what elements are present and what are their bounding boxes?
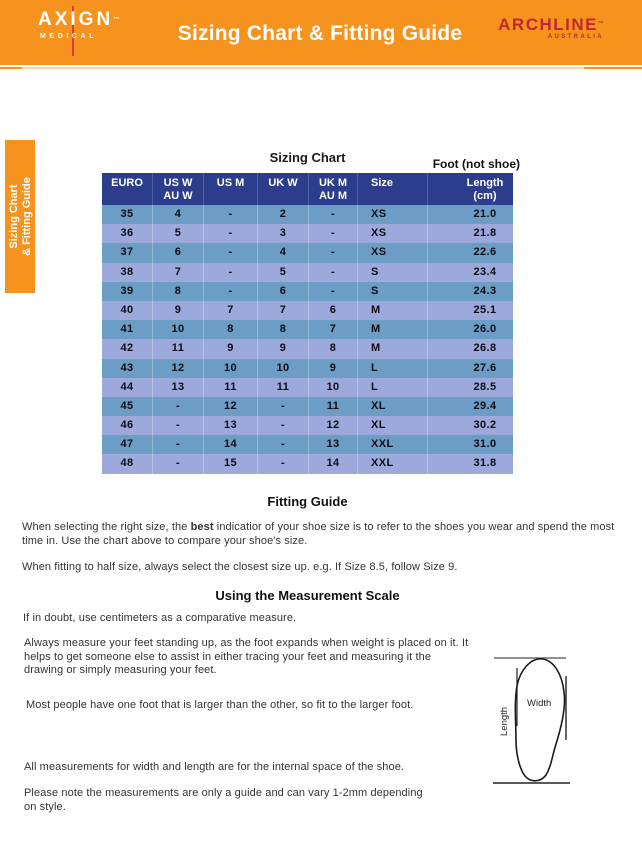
table-cell: L	[358, 378, 428, 397]
table-cell: 12	[153, 359, 204, 378]
table-cell: 21.0	[473, 208, 497, 220]
table-cell: 8	[204, 320, 258, 339]
foot-not-shoe-note: Foot (not shoe)	[432, 157, 520, 171]
table-cell: 46	[102, 416, 153, 435]
table-row	[102, 454, 513, 473]
archline-logo-name: ARCHLINE™	[498, 15, 604, 34]
measurement-scale-heading: Using the Measurement Scale	[215, 588, 400, 603]
table-cell: 13	[153, 378, 204, 397]
axign-logo-subtitle: MEDICAL	[40, 33, 98, 40]
table-cell: 7	[153, 263, 204, 282]
column-header: UK M AU M	[309, 173, 358, 205]
measurement-paragraph-1: If in doubt, use centimeters as a comparative measure.	[23, 612, 297, 624]
table-cell: 11	[309, 397, 358, 416]
table-cell: XS	[358, 243, 428, 262]
table-cell: 3	[258, 224, 309, 243]
table-cell: 9	[153, 301, 204, 320]
width-label: Width	[527, 698, 552, 709]
trademark-symbol: ™	[113, 17, 120, 23]
table-row	[102, 435, 513, 454]
table-cell: 10	[204, 359, 258, 378]
table-cell: 12	[204, 397, 258, 416]
table-cell: 26.8	[473, 342, 497, 355]
table-cell: XS	[358, 205, 428, 224]
table-cell: 13	[309, 435, 358, 454]
column-header: UK W	[258, 173, 309, 205]
table-cell: 11	[258, 378, 309, 397]
table-cell: L	[358, 359, 428, 378]
table-cell: 5	[153, 224, 204, 243]
sizing-table-header	[102, 173, 513, 205]
table-row	[102, 320, 513, 339]
side-tab-line2: & Fitting Guide	[21, 177, 33, 256]
side-tab-label	[6, 140, 36, 293]
table-cell: 36	[102, 224, 153, 243]
table-cell: 6	[309, 301, 358, 320]
measurement-paragraph-4: All measurements for width and length are for the internal space of the shoe.	[24, 761, 405, 773]
fitting-guide-heading: Fitting Guide	[267, 494, 348, 509]
table-cell: 11	[204, 378, 258, 397]
table-cell: 37	[102, 243, 153, 262]
column-header: EURO	[102, 173, 153, 205]
table-row	[102, 397, 513, 416]
table-cell: 7	[309, 320, 358, 339]
header-bar	[0, 0, 642, 65]
length-label: Length	[499, 706, 510, 736]
axign-logo-name: AXIGN™	[38, 9, 120, 30]
archline-logo-subtitle: AUSTRALIA	[547, 34, 604, 40]
table-cell: 23.4	[473, 265, 497, 278]
column-header: Length (cm)	[466, 177, 504, 202]
table-cell: 38	[102, 263, 153, 282]
table-cell: -	[258, 454, 309, 473]
table-cell: 31.8	[473, 457, 497, 470]
sizing-chart-title: Sizing Chart	[269, 150, 346, 165]
table-row	[102, 263, 513, 282]
column-header: Size	[358, 173, 428, 205]
table-cell: 44	[102, 378, 153, 397]
table-row	[102, 301, 513, 320]
table-cell: -	[258, 435, 309, 454]
table-cell: 8	[153, 282, 204, 301]
table-cell: 24.3	[473, 284, 497, 297]
table-cell: 6	[258, 282, 309, 301]
table-cell: 35	[102, 205, 153, 224]
table-cell: 29.4	[473, 399, 497, 412]
table-cell: -	[258, 416, 309, 435]
trademark-symbol: ™	[598, 21, 604, 27]
table-cell: -	[204, 263, 258, 282]
table-cell: 8	[258, 320, 309, 339]
table-row	[102, 205, 513, 224]
table-cell: 39	[102, 282, 153, 301]
table-cell: XL	[358, 397, 428, 416]
table-cell: 41	[102, 320, 153, 339]
table-cell: -	[204, 205, 258, 224]
measurement-paragraph-3: Most people have one foot that is larger than the other, so fit to the larger foot.	[26, 699, 414, 711]
column-header: US M	[204, 173, 258, 205]
table-cell: S	[358, 263, 428, 282]
table-cell: M	[358, 320, 428, 339]
table-cell: 7	[258, 301, 309, 320]
table-row	[102, 378, 513, 397]
table-cell: 42	[102, 339, 153, 358]
page-title: Sizing Chart & Fitting Guide	[177, 22, 463, 45]
table-row	[102, 416, 513, 435]
table-cell: 28.5	[473, 380, 497, 393]
table-cell: -	[153, 454, 204, 473]
table-cell: 4	[258, 243, 309, 262]
table-cell: 30.2	[473, 419, 497, 432]
table-cell: 12	[309, 416, 358, 435]
table-cell: XS	[358, 224, 428, 243]
table-cell: 43	[102, 359, 153, 378]
sizing-table-body	[102, 205, 513, 474]
sizing-table	[102, 173, 513, 474]
table-cell: 14	[309, 454, 358, 473]
table-row	[102, 282, 513, 301]
table-cell: 47	[102, 435, 153, 454]
table-cell: XXL	[358, 435, 428, 454]
table-cell: 7	[204, 301, 258, 320]
foot-measurement-diagram	[488, 648, 580, 788]
table-cell: 40	[102, 301, 153, 320]
fitting-guide-paragraph-1: When selecting the right size, the best indicatior of your shoe size is to refer to the shoes you wear and spend the most time in. Use the chart above to compare your shoe's size.	[22, 521, 615, 547]
table-row	[102, 243, 513, 262]
table-cell: 2	[258, 205, 309, 224]
table-cell: 10	[258, 359, 309, 378]
foot-outline	[515, 659, 564, 781]
table-cell: 48	[102, 454, 153, 473]
table-cell: 5	[258, 263, 309, 282]
fitting-guide-paragraph-2: When fitting to half size, always select the closest size up. e.g. If Size 8.5, follow Size 9.	[22, 561, 458, 573]
archline-logo	[498, 16, 604, 40]
table-row	[102, 339, 513, 358]
table-cell: 9	[204, 339, 258, 358]
measurement-paragraph-2: Always measure your feet standing up, as the foot expands when weight is placed on it. It helps to get someone else to assist in either tracing your feet and measuring it the drawing or simply measuring your feet.	[24, 637, 469, 676]
table-cell: 15	[204, 454, 258, 473]
table-cell: S	[358, 282, 428, 301]
table-cell: -	[258, 397, 309, 416]
table-cell: XXL	[358, 454, 428, 473]
table-cell: -	[309, 205, 358, 224]
table-cell: 11	[153, 339, 204, 358]
table-cell: -	[309, 282, 358, 301]
table-cell: XL	[358, 416, 428, 435]
table-row	[102, 359, 513, 378]
table-cell: -	[153, 397, 204, 416]
table-row	[102, 224, 513, 243]
measurement-paragraph-5: Please note the measurements are only a guide and can vary 1-2mm depending on style.	[24, 787, 423, 813]
table-cell: 21.8	[473, 227, 497, 240]
table-cell: M	[358, 339, 428, 358]
table-cell: M	[358, 301, 428, 320]
header-divider-line	[0, 67, 642, 69]
table-cell: -	[153, 435, 204, 454]
divider-left-segment	[0, 67, 22, 69]
table-cell: 25.1	[473, 303, 497, 316]
table-cell: 26.0	[473, 323, 497, 336]
table-cell: 31.0	[473, 438, 497, 451]
column-header: US W AU W	[153, 173, 204, 205]
table-cell: -	[204, 243, 258, 262]
table-cell: -	[153, 416, 204, 435]
divider-right-segment	[584, 67, 642, 69]
side-tab-line1: Sizing Chart	[8, 184, 20, 249]
table-cell: -	[309, 224, 358, 243]
table-cell: 9	[309, 359, 358, 378]
table-cell: -	[204, 282, 258, 301]
table-cell: -	[309, 243, 358, 262]
table-cell: 13	[204, 416, 258, 435]
table-cell: 6	[153, 243, 204, 262]
table-cell: 45	[102, 397, 153, 416]
table-cell: 10	[153, 320, 204, 339]
table-cell: 9	[258, 339, 309, 358]
table-cell: 10	[309, 378, 358, 397]
table-cell: 14	[204, 435, 258, 454]
table-cell: 4	[153, 205, 204, 224]
table-cell: -	[309, 263, 358, 282]
table-cell: 8	[309, 339, 358, 358]
axign-logo	[38, 10, 118, 40]
table-cell: 22.6	[473, 246, 497, 259]
table-cell: 27.6	[473, 361, 497, 374]
table-cell: -	[204, 224, 258, 243]
